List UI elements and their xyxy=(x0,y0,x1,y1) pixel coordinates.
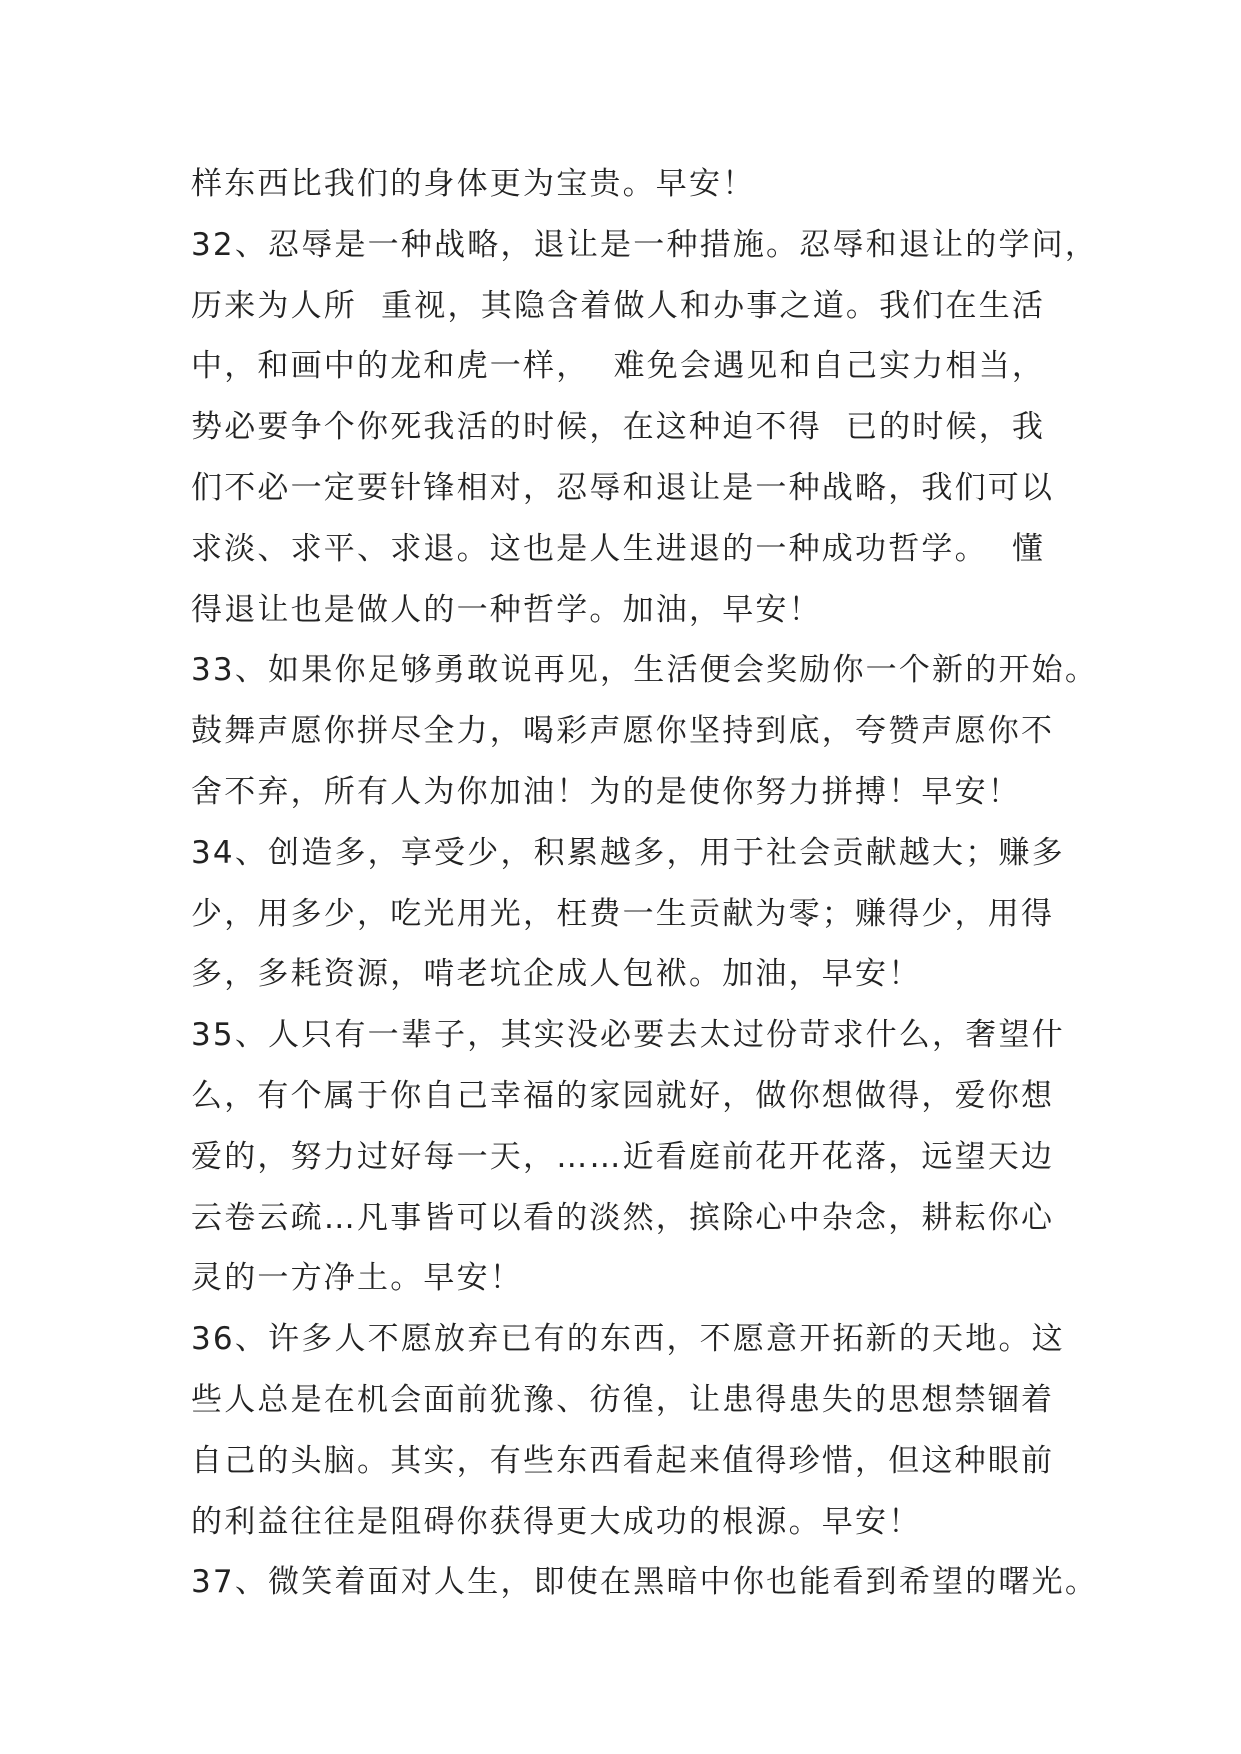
text-line: 求淡、求平、求退。这也是人生进退的一种成功哲学。 懂 xyxy=(191,530,1046,567)
text-line: 37、微笑着面对人生，即使在黑暗中你也能看到希望的曙光。 xyxy=(191,1564,1099,1601)
text-line: 灵的一方净土。早安！ xyxy=(191,1260,523,1297)
text-line: 33、如果你足够勇敢说再见，生活便会奖励你一个新的开始。 xyxy=(191,652,1099,689)
text-line: 的利益往往是阻碍你获得更大成功的根源。早安！ xyxy=(191,1503,922,1540)
text-line: 36、许多人不愿放弃已有的东西，不愿意开拓新的天地。这 xyxy=(191,1321,1065,1358)
text-line: 鼓舞声愿你拼尽全力，喝彩声愿你坚持到底，夸赞声愿你不 xyxy=(191,713,1055,750)
text-line: 势必要争个你死我活的时候，在这种迫不得 已的时候，我 xyxy=(191,409,1046,446)
text-line: 么，有个属于你自己幸福的家园就好，做你想做得，爱你想 xyxy=(191,1077,1055,1114)
text-line: 爱的，努力过好每一天，……近看庭前花开花落，远望天边 xyxy=(191,1138,1055,1175)
text-line: 35、人只有一辈子，其实没必要去太过份苛求什么，奢望什 xyxy=(191,1017,1065,1054)
text-line: 32、忍辱是一种战略，退让是一种措施。忍辱和退让的学问， xyxy=(191,226,1099,263)
body-text xyxy=(191,154,1099,1613)
text-line: 历来为人所 重视，其隐含着做人和办事之道。我们在生活 xyxy=(191,287,1046,324)
text-line: 34、创造多，享受少，积累越多，用于社会贡献越大；赚多 xyxy=(191,834,1065,871)
text-line: 少，用多少，吃光用光，枉费一生贡献为零；赚得少，用得 xyxy=(191,895,1055,932)
text-line: 舍不弃，所有人为你加油！为的是使你努力拼搏！早安！ xyxy=(191,773,1021,810)
text-line: 样东西比我们的身体更为宝贵。早安！ xyxy=(191,166,756,202)
text-line: 们不必一定要针锋相对，忍辱和退让是一种战略，我们可以 xyxy=(191,469,1055,506)
text-line: 些人总是在机会面前犹豫、彷徨，让患得患失的思想禁锢着 xyxy=(191,1381,1055,1418)
text-line: 中，和画中的龙和虎一样， 难免会遇见和自己实力相当， xyxy=(191,348,1046,385)
text-line: 自己的头脑。其实，有些东西看起来值得珍惜，但这种眼前 xyxy=(191,1442,1055,1479)
text-line: 云卷云疏…凡事皆可以看的淡然，摈除心中杂念，耕耘你心 xyxy=(191,1199,1055,1236)
text-line: 多，多耗资源，啃老坑企成人包袱。加油，早安！ xyxy=(191,956,922,993)
text-line: 得退让也是做人的一种哲学。加油，早安！ xyxy=(191,591,822,628)
